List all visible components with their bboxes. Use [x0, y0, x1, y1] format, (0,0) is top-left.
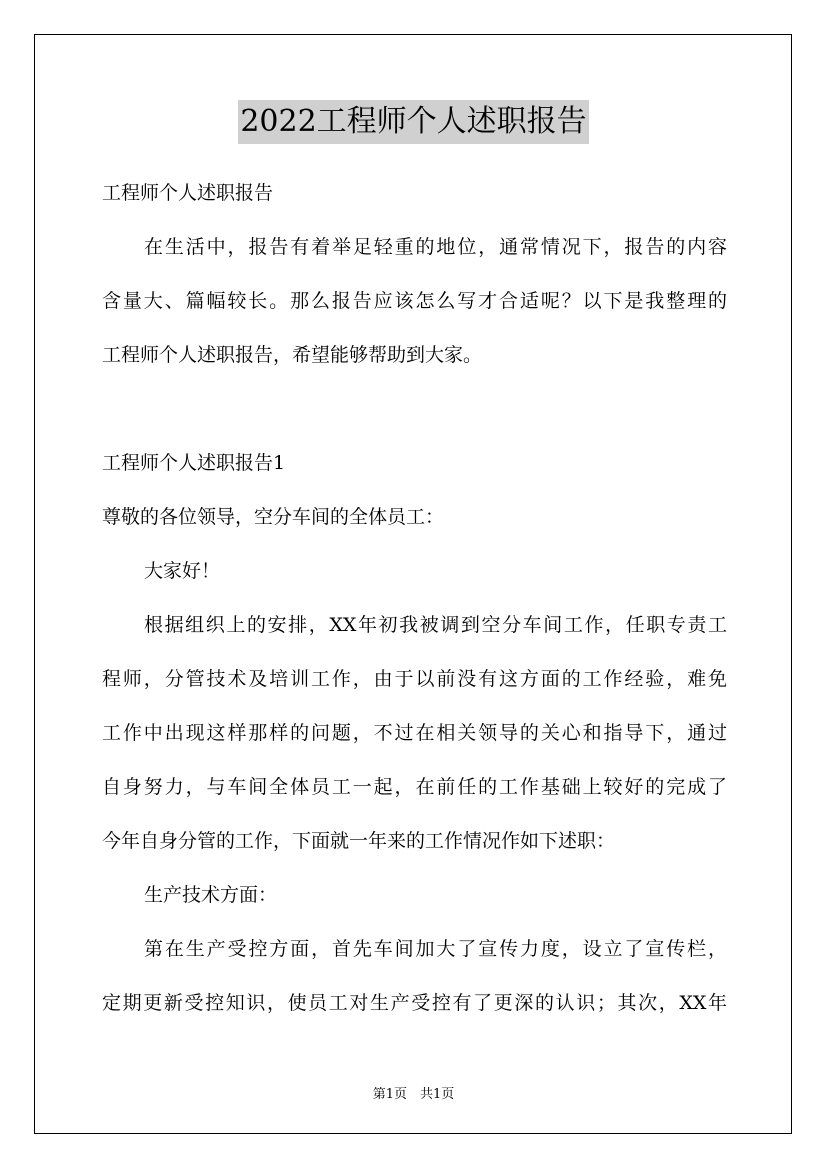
section-heading: 工程师个人述职报告1	[102, 452, 286, 474]
greeting: 大家好！	[144, 560, 221, 582]
document-subtitle: 工程师个人述职报告	[102, 182, 274, 204]
body-line: 根据组织上的安排，XX年初我被调到空分车间工作，任职专责工	[144, 614, 727, 636]
document-title: 2022工程师个人述职报告	[0, 100, 827, 144]
body-line: 今年自身分管的工作，下面就一年来的工作情况作如下述职：	[102, 830, 616, 852]
body-line: 定期更新受控知识，使员工对生产受控有了更深的认识；其次，XX年	[102, 992, 727, 1014]
body-line: 工作中出现这样那样的问题，不过在相关领导的关心和指导下，通过	[102, 722, 727, 744]
intro-line: 在生活中，报告有着举足轻重的地位，通常情况下，报告的内容	[144, 236, 727, 258]
subheading: 生产技术方面：	[144, 884, 278, 906]
body-line: 程师，分管技术及培训工作，由于以前没有这方面的工作经验，难免	[102, 668, 727, 690]
salutation: 尊敬的各位领导，空分车间的全体员工：	[102, 506, 445, 528]
body-line: 第在生产受控方面，首先车间加大了宣传力度，设立了宣传栏，	[144, 938, 727, 960]
body-line: 自身努力，与车间全体员工一起，在前任的工作基础上较好的完成了	[102, 776, 727, 798]
intro-line: 工程师个人述职报告，希望能够帮助到大家。	[102, 344, 483, 366]
intro-line: 含量大、篇幅较长。那么报告应该怎么写才合适呢？以下是我整理的	[102, 290, 727, 312]
page-number: 第1页 共1页	[372, 1087, 455, 1102]
